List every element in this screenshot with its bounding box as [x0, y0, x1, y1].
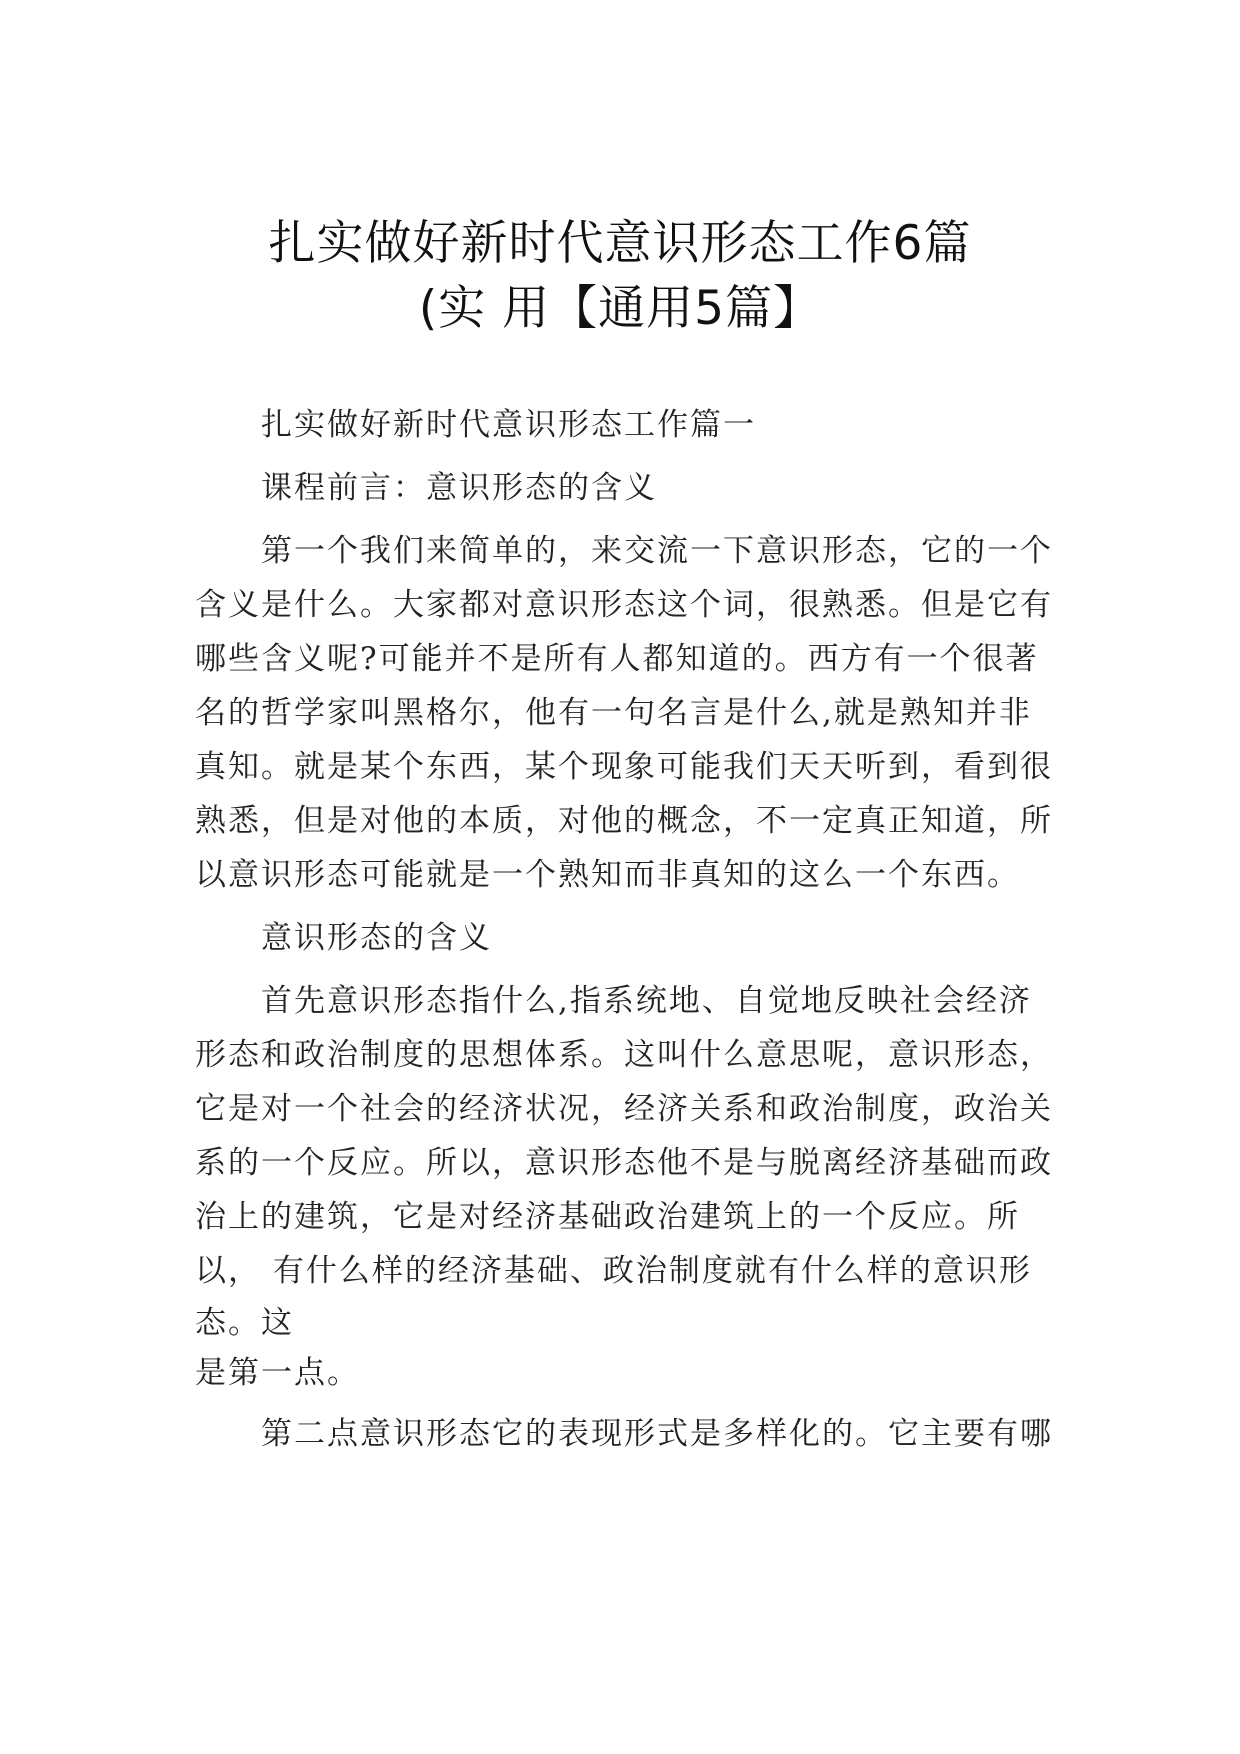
paragraph-line: 它是对一个社会的经济状况，经济关系和政治制度，政治关	[195, 1091, 1053, 1127]
paragraph-line: 态。这	[195, 1305, 294, 1341]
paragraph-line: 熟悉，但是对他的本质，对他的概念，不一定真正知道，所	[195, 803, 1053, 839]
section-subheading: 意识形态的含义	[261, 920, 492, 956]
paragraph-line: 系的一个反应。所以，意识形态他不是与脱离经济基础而政	[195, 1145, 1053, 1181]
section-heading: 扎实做好新时代意识形态工作篇一	[261, 407, 756, 443]
paragraph-line: 哪些含义呢?可能并不是所有人都知道的。西方有一个很著	[195, 641, 1039, 677]
paragraph-line: 以意识形态可能就是一个熟知而非真知的这么一个东西。	[195, 857, 1020, 893]
document-title-line-2: (实 用【通用5篇】	[418, 281, 822, 336]
document-body	[195, 398, 1055, 1461]
paragraph-line: 第二点意识形态它的表现形式是多样化的。它主要有哪	[261, 1416, 1053, 1452]
paragraph-intro	[195, 524, 1055, 902]
paragraph-forms	[195, 1407, 1055, 1461]
paragraph-line: 治上的建筑，它是对经济基础政治建筑上的一个反应。所	[195, 1199, 1020, 1235]
paragraph-line: 第一个我们来简单的，来交流一下意识形态，它的一个	[261, 533, 1053, 569]
section-subheading: 课程前言：意识形态的含义	[261, 470, 657, 506]
paragraph-line: 首先意识形态指什么,指系统地、自觉地反映社会经济	[261, 983, 1032, 1019]
paragraph-line: 以， 有什么样的经济基础、政治制度就有什么样的意识形	[195, 1253, 1032, 1289]
paragraph-line: 形态和政治制度的思想体系。这叫什么意思呢，意识形态，	[195, 1037, 1053, 1073]
document-title-line-1: 扎实做好新时代意识形态工作6篇	[268, 216, 972, 271]
paragraph-line: 真知。就是某个东西，某个现象可能我们天天听到，看到很	[195, 749, 1053, 785]
paragraph-line: 是第一点。	[195, 1355, 360, 1391]
paragraph-line: 含义是什么。大家都对意识形态这个词，很熟悉。但是它有	[195, 587, 1053, 623]
paragraph-line: 名的哲学家叫黑格尔，他有一句名言是什么,就是熟知并非	[195, 695, 1032, 731]
paragraph-definition	[195, 974, 1055, 1398]
